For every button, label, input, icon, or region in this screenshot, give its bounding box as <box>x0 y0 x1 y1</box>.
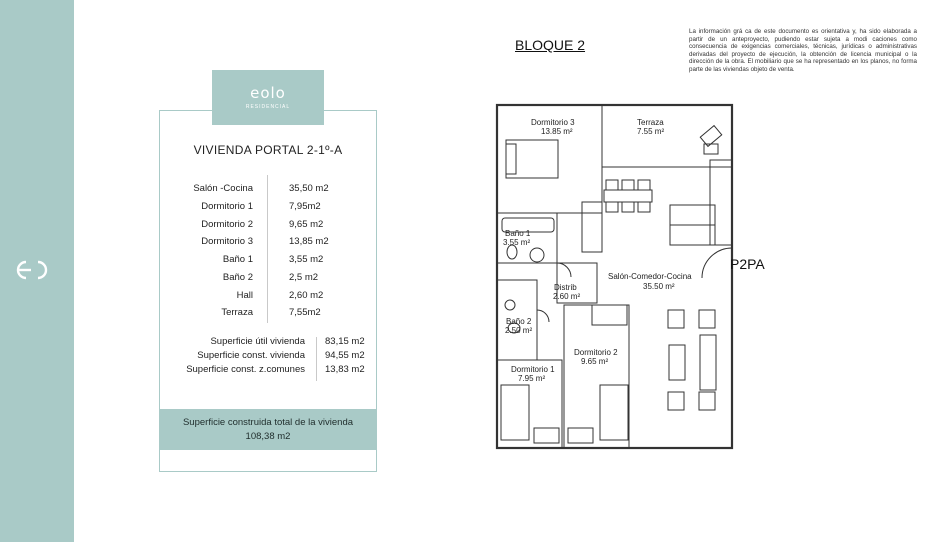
room-name: Baño 2 <box>222 272 253 283</box>
plan-label-distrib-area: 2.60 m² <box>553 292 581 301</box>
plan-label-bano-2: Baño 2 <box>506 317 532 326</box>
door-arc <box>702 248 732 278</box>
plan-label-dormitorio-2-area: 9.65 m² <box>581 357 609 366</box>
lounge-chair <box>704 144 718 154</box>
plan-label-dormitorio-2: Dormitorio 2 <box>574 348 618 357</box>
eo-monogram-icon <box>14 258 54 282</box>
plan-label-distrib: Distrib <box>554 283 577 292</box>
plan-label-dormitorio-1: Dormitorio 1 <box>511 365 555 374</box>
toilet <box>507 245 517 259</box>
plan-label-dormitorio-3: Dormitorio 3 <box>531 118 575 127</box>
door-arc <box>557 263 571 277</box>
pillow <box>506 144 516 174</box>
room-area: 3,55 m2 <box>289 254 324 265</box>
toilet <box>505 300 515 310</box>
chair <box>638 202 650 212</box>
room-area: 35,50 m2 <box>289 183 329 194</box>
lounge-chair <box>700 126 722 147</box>
plan-label-dormitorio-3-area: 13.85 m² <box>541 127 573 136</box>
room-area: 7,55m2 <box>289 307 321 318</box>
kitchen-counter <box>710 160 732 245</box>
chair <box>622 202 634 212</box>
wardrobe <box>534 428 559 443</box>
room-row <box>159 254 377 268</box>
summary-row <box>159 350 377 364</box>
brand-subtitle: RESIDENCIAL <box>245 104 291 110</box>
total-area-box <box>160 409 376 450</box>
room-name: Dormitorio 2 <box>201 219 253 230</box>
summary-row <box>159 364 377 378</box>
bed <box>501 385 529 440</box>
plan-label-dormitorio-1-area: 7.95 m² <box>518 374 546 383</box>
room-row <box>159 307 377 321</box>
plan-label-bano-2-area: 2.50 m² <box>505 326 533 335</box>
summary-value: 13,83 m2 <box>325 364 365 375</box>
plan-label-bano-1: Baño 1 <box>505 229 531 238</box>
plan-label-bano-1-area: 3.55 m² <box>503 238 531 247</box>
armchair <box>668 310 684 328</box>
room-name: Hall <box>236 290 253 301</box>
chair <box>638 180 650 190</box>
chair <box>606 180 618 190</box>
plan-label-salon: Salón-Comedor-Cocina <box>608 272 692 281</box>
sidebar-band <box>0 0 74 542</box>
bed <box>600 385 628 440</box>
tv-unit <box>700 335 716 390</box>
armchair <box>699 310 715 328</box>
table <box>604 190 652 202</box>
summary-name: Superficie útil vivienda <box>210 336 305 347</box>
room-row <box>159 236 377 250</box>
total-value: 108,38 m2 <box>245 431 291 442</box>
sofa-back <box>670 225 715 245</box>
armchair <box>699 392 715 410</box>
room-row <box>159 219 377 233</box>
coffee-table <box>669 345 685 380</box>
room-name: Terraza <box>221 307 253 318</box>
plan-label-terraza: Terraza <box>637 118 664 127</box>
unit-title: VIVIENDA PORTAL 2-1º-A <box>193 143 343 157</box>
room-row <box>159 272 377 286</box>
disclaimer: La información grá ca de este documento es orientativa y, ha sido elaborada a partir de un anteproyecto, pudiendo estar sujeta a modi caciones como consecuencia de exigencias comerciales, técnicas, jurídicas o administrativas derivadas del proyecto de ejecución, la obtención de licencia municipal o la dirección de la obra. El mobiliario que se ha representado en los planos, no forma parte de las viviendas objeto de venta. <box>689 28 917 73</box>
room-area: 13,85 m2 <box>289 236 329 247</box>
door-arc <box>537 310 549 322</box>
wardrobe <box>592 305 627 325</box>
block-title: BLOQUE 2 <box>515 37 586 53</box>
room-name: Baño 1 <box>222 254 253 265</box>
wardrobe <box>582 202 602 252</box>
total-label: Superficie construida total de la vivienda <box>182 417 354 428</box>
bed <box>506 140 558 178</box>
room-row <box>159 201 377 215</box>
room-name: Dormitorio 3 <box>201 236 253 247</box>
room-area: 9,65 m2 <box>289 219 324 230</box>
wardrobe <box>568 428 593 443</box>
plan-label-salon-area: 35.50 m² <box>643 282 675 291</box>
summary-name: Superficie const. z.comunes <box>186 364 305 375</box>
room-wall <box>564 305 629 448</box>
portal-label: P2PA <box>730 256 765 272</box>
brand-logo <box>212 70 324 125</box>
summary-value: 83,15 m2 <box>325 336 365 347</box>
room-row <box>159 290 377 304</box>
summary-row <box>159 336 377 350</box>
chair <box>606 202 618 212</box>
room-area: 7,95m2 <box>289 201 321 212</box>
room-row <box>159 183 377 197</box>
sink <box>530 248 544 262</box>
room-area: 2,60 m2 <box>289 290 324 301</box>
room-name: Dormitorio 1 <box>201 201 253 212</box>
chair <box>622 180 634 190</box>
brand-name: eolo <box>250 84 286 102</box>
plan-label-terraza-area: 7.55 m² <box>637 127 665 136</box>
armchair <box>668 392 684 410</box>
summary-name: Superficie const. vivienda <box>197 350 305 361</box>
room-area: 2,5 m2 <box>289 272 319 283</box>
terrace-wall <box>602 105 732 167</box>
room-name: Salón -Cocina <box>193 183 253 194</box>
summary-value: 94,55 m2 <box>325 350 365 361</box>
